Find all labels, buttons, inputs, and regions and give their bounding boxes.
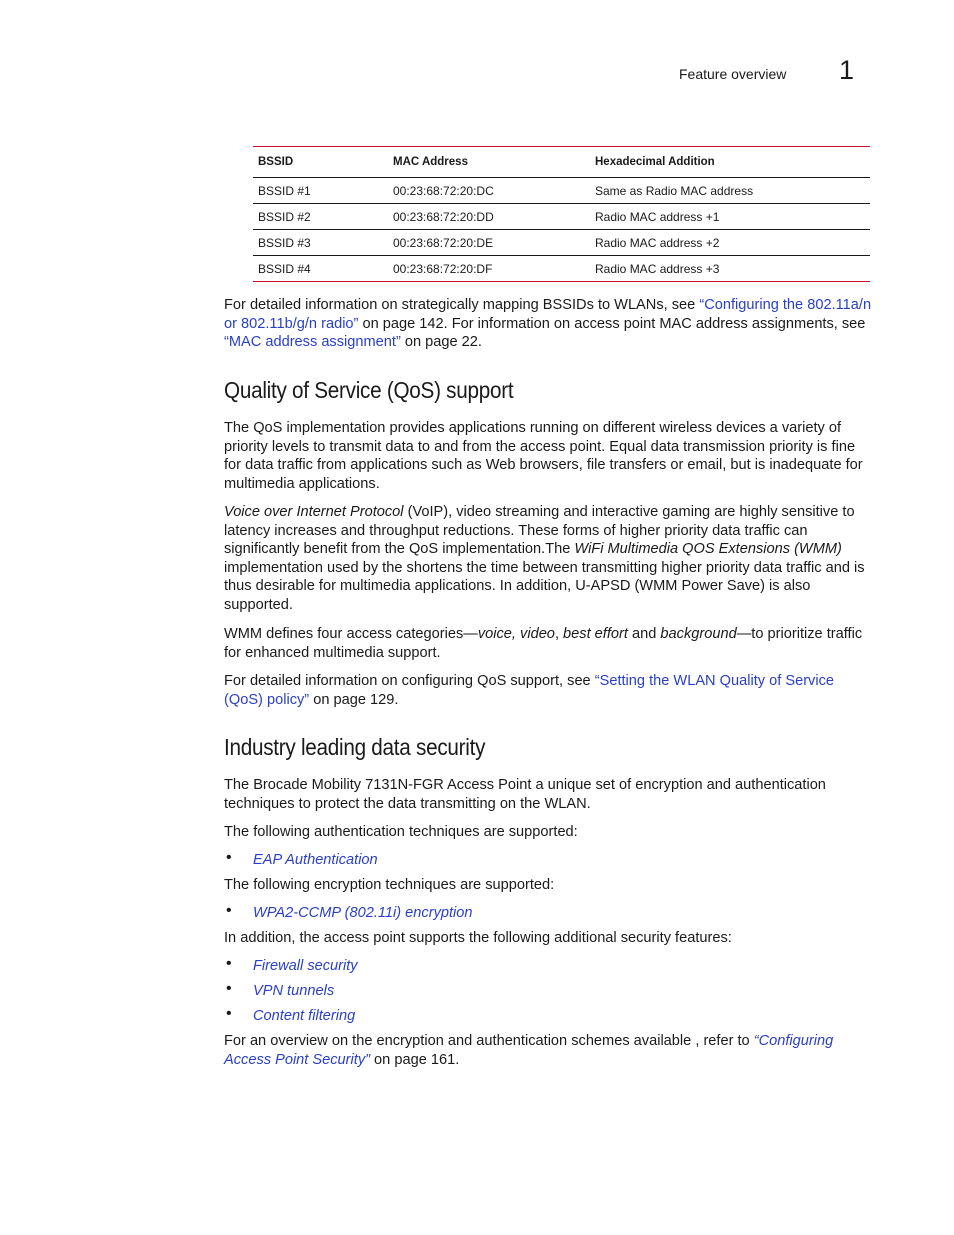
link-configuring-ap-security[interactable]: “Configuring Access Point Security” [224, 1033, 834, 1068]
table-row [253, 256, 870, 282]
qos-p4-text: For detailed information on configuring QoS support, see [224, 673, 595, 689]
enc-intro [224, 876, 872, 895]
column-header-hexadecimal-addition: Hexadecimal Addition [590, 147, 870, 178]
bullet-icon: • [226, 902, 232, 919]
table-cell: BSSID #4 [253, 256, 388, 282]
link-vpn-tunnels[interactable]: VPN tunnels [253, 983, 335, 999]
link-mac-address-assignment[interactable]: “MAC address assignment” [224, 334, 401, 351]
qos-p3-em: voice, video [477, 626, 555, 642]
auth-intro-text: The following authentication techniques are supported: [224, 824, 578, 840]
qos-p1-text: The QoS implementation provides applications running on different wireless devices a variety of priority levels to transmit data to and from the access point. Equal data transmission priority is fine for data traffic from applications such as Web browsers, file transfers or email, but is inadequate for multimedia applications. [224, 420, 863, 492]
intro-text: For detailed information on strategically mapping BSSIDs to WLANs, see [224, 297, 700, 313]
table-row [253, 204, 870, 230]
table-cell: Radio MAC address +2 [590, 230, 870, 256]
bullet-icon: • [226, 980, 232, 997]
qos-p3-text: WMM defines four access categories— [224, 626, 478, 642]
column-header-mac-address: MAC Address [388, 147, 590, 178]
security-final-paragraph [224, 1032, 872, 1069]
qos-p3-text: —to prioritize traffic for enhanced multimedia support. [224, 626, 863, 661]
running-header-title: Feature overview [679, 66, 787, 82]
additional-intro [224, 929, 872, 948]
table-cell: 00:23:68:72:20:DC [388, 178, 590, 204]
bullet-icon: • [226, 849, 232, 866]
table-header-row [253, 147, 870, 178]
qos-paragraph-1 [224, 419, 872, 493]
table-cell: 00:23:68:72:20:DD [388, 204, 590, 230]
qos-p3-em: best effort [563, 626, 628, 642]
table-cell: 00:23:68:72:20:DF [388, 256, 590, 282]
table-cell: 00:23:68:72:20:DE [388, 230, 590, 256]
table-cell: Radio MAC address +3 [590, 256, 870, 282]
table-cell: Radio MAC address +1 [590, 204, 870, 230]
qos-p2-text: implementation used by the shortens the time between transmitting higher priority data traffic and is thus desirable for multimedia applications. In addition, U-APSD (WMM Power Save) is also supported. [224, 559, 865, 613]
qos-p2-em: WiFi Multimedia QOS Extensions (WMM) [574, 541, 842, 558]
table-row [253, 178, 870, 204]
link-eap-authentication[interactable]: EAP Authentication [253, 852, 378, 868]
link-firewall-security[interactable]: Firewall security [253, 958, 358, 974]
qos-p3-em: background [660, 626, 737, 642]
security-section-title: Industry leading data security [224, 734, 486, 760]
link-content-filtering[interactable]: Content filtering [253, 1008, 356, 1024]
auth-intro [224, 823, 872, 842]
qos-paragraph-2 [224, 503, 872, 615]
final-text: For an overview on the encryption and authentication schemes available , refer to [224, 1033, 754, 1049]
qos-paragraph-3 [224, 625, 872, 662]
table-cell: Same as Radio MAC address [590, 178, 870, 204]
security-p1-text: The Brocade Mobility 7131N-FGR Access Point a unique set of encryption and authentication techniques to protect the data transmitting on the WLAN. [224, 777, 826, 812]
enc-intro-text: The following encryption techniques are supported: [224, 877, 555, 893]
intro-paragraph [224, 296, 872, 352]
table-cell: BSSID #2 [253, 204, 388, 230]
chapter-number: 1 [839, 55, 855, 85]
intro-text: on page 142. For information on access point MAC address assignments, see [358, 315, 866, 332]
table-cell: BSSID #3 [253, 230, 388, 256]
security-paragraph-1 [224, 776, 872, 813]
bssid-mac-table [253, 146, 870, 282]
table-cell: BSSID #1 [253, 178, 388, 204]
qos-p3-text: , [554, 626, 564, 642]
link-configuring-radio[interactable]: “Configuring the 802.11a/n or 802.11b/g/n radio” [224, 297, 872, 332]
final-text: on page 161. [370, 1051, 460, 1068]
link-wlan-qos-policy[interactable]: “Setting the WLAN Quality of Service (QoS) policy” [224, 673, 835, 708]
qos-p2-em: Voice over Internet Protocol [224, 504, 404, 520]
bullet-icon: • [226, 955, 232, 972]
column-header-bssid: BSSID [253, 147, 388, 178]
qos-p2-text: (VoIP), video streaming and interactive gaming are highly sensitive to latency increases and throughput reductions. These forms of higher priority data traffic can significantly benefit from the QoS implementation.The [224, 504, 855, 558]
qos-paragraph-4 [224, 672, 872, 709]
intro-text: on page 22. [400, 334, 482, 351]
additional-intro-text: In addition, the access point supports the following additional security features: [224, 930, 732, 946]
qos-p4-text: on page 129. [309, 691, 399, 708]
qos-p3-text: and [627, 626, 661, 642]
qos-section-title: Quality of Service (QoS) support [224, 377, 514, 403]
link-wpa2-ccmp[interactable]: WPA2-CCMP (802.11i) encryption [253, 905, 473, 921]
table-row [253, 230, 870, 256]
bullet-icon: • [226, 1005, 232, 1022]
